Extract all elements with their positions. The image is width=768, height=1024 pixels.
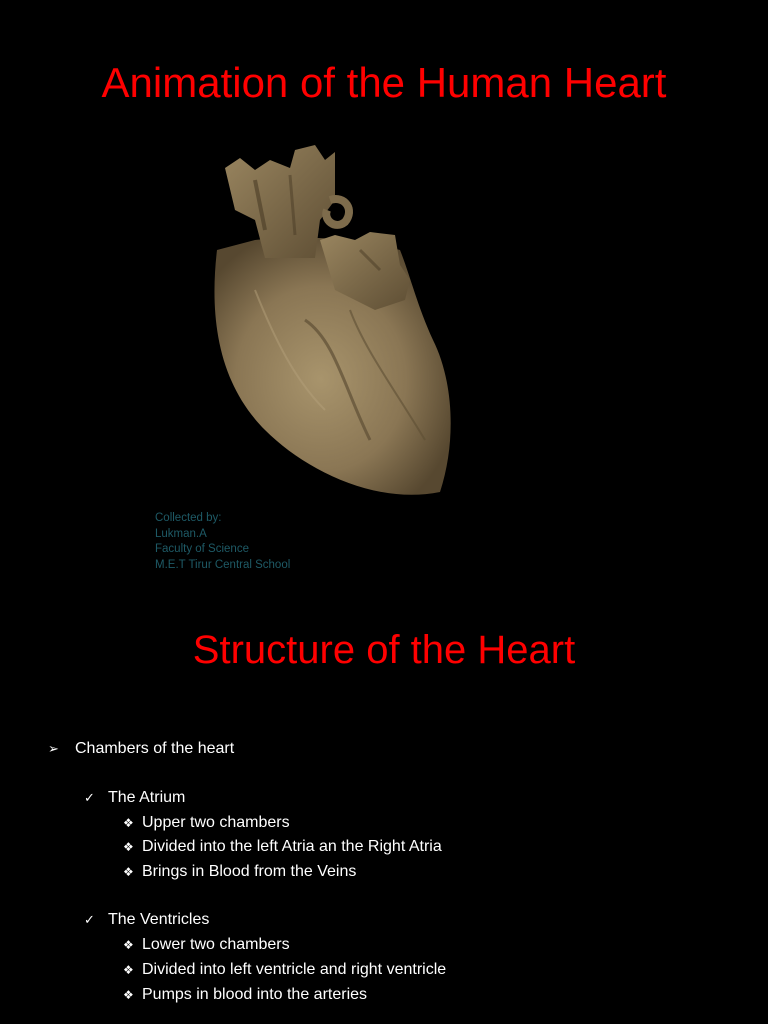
list-item-level1 xyxy=(48,739,234,760)
list-item-level3 xyxy=(123,862,356,882)
list-item-level3 xyxy=(123,960,446,980)
list-item-level3 xyxy=(123,935,290,955)
list-item-level3 xyxy=(123,837,442,857)
list-item-level3 xyxy=(123,813,290,833)
list-item-text: Chambers of the heart xyxy=(75,740,235,757)
list-item-text: Pumps in blood into the arteries xyxy=(142,986,368,1003)
checkmark-icon: ✓ xyxy=(84,913,95,928)
diamond-bullet-icon: ❖ xyxy=(123,963,134,977)
list-item-level2 xyxy=(84,910,209,931)
list-item-text: Divided into the left Atria an the Right Atria xyxy=(142,838,442,855)
diamond-bullet-icon: ❖ xyxy=(123,988,134,1002)
credits-line: Lukman.A xyxy=(155,527,207,540)
heart-3d-icon xyxy=(195,140,460,500)
arrow-bullet-icon: ➢ xyxy=(48,742,59,757)
checkmark-icon: ✓ xyxy=(84,791,95,806)
credits-block xyxy=(155,511,290,573)
list-item-text: The Ventricles xyxy=(108,911,210,928)
list-item-text: Lower two chambers xyxy=(142,936,290,953)
section-title: Structure of the Heart xyxy=(192,628,576,672)
diamond-bullet-icon: ❖ xyxy=(123,865,134,879)
list-item-text: Brings in Blood from the Veins xyxy=(142,863,357,880)
list-item-text: The Atrium xyxy=(108,789,186,806)
list-item-text: Divided into left ventricle and right ventricle xyxy=(142,961,447,978)
diamond-bullet-icon: ❖ xyxy=(123,816,134,830)
list-item-level2 xyxy=(84,788,185,809)
list-item-text: Upper two chambers xyxy=(142,814,290,831)
list-item-level3 xyxy=(123,985,367,1005)
credits-line: Faculty of Science xyxy=(155,543,249,555)
diamond-bullet-icon: ❖ xyxy=(123,840,134,854)
credits-line: Collected by: xyxy=(155,512,222,524)
credits-line: M.E.T Tirur Central School xyxy=(155,558,291,571)
slide-title: Animation of the Human Heart xyxy=(101,59,667,106)
diamond-bullet-icon: ❖ xyxy=(123,938,134,952)
